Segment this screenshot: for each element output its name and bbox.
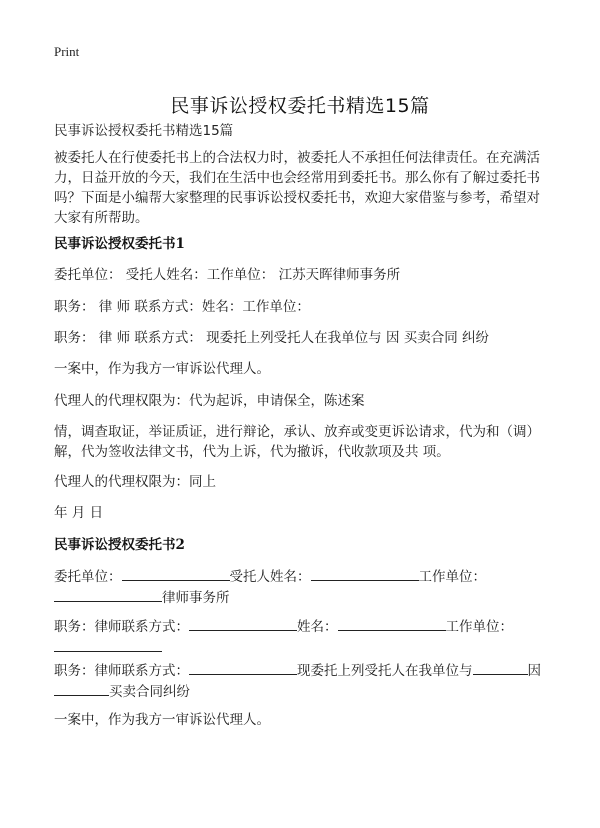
section-1-date: 年 月 日 <box>54 505 104 521</box>
law-firm-suffix: 律师事务所 <box>162 590 230 606</box>
section-1-line-5: 代理人的代理权限为：代为起诉，申请保全，陈述案 <box>54 393 365 409</box>
document-subtitle: 民事诉讼授权委托书精选15篇 <box>54 123 234 139</box>
label-name: 姓名： <box>297 619 338 635</box>
section-2-heading: 民事诉讼授权委托书2 <box>54 537 185 553</box>
blank-name[interactable] <box>338 616 446 631</box>
print-link[interactable]: Print <box>54 44 80 59</box>
blank-counterparty[interactable] <box>473 660 528 675</box>
section-1-line-4: 一案中，作为我方一审诉讼代理人。 <box>54 361 270 377</box>
intro-paragraph: 被委托人在行使委托书上的合法权力时，被委托人不承担任何法律责任。在充满活力，日益开放的今天，我们在生活中也会经常用到委托书。那么你有了解过委托书吗？下面是小编帮大家整理的民事诉讼授权委托书，欢迎大家借鉴与参考，希望对大家有所帮助。 <box>54 150 540 226</box>
dispute-type: 买卖合同纠纷 <box>109 684 190 700</box>
section-2-line-4: 一案中，作为我方一审诉讼代理人。 <box>54 712 270 728</box>
section-1-line-3: 职务： 律 师 联系方式： 现委托上列受托人在我单位与 因 买卖合同 纠纷 <box>54 330 490 346</box>
section-1-heading: 民事诉讼授权委托书1 <box>54 236 185 252</box>
blank-agent-name[interactable] <box>311 566 419 581</box>
label-entrusting-unit: 委托单位： <box>54 569 122 585</box>
section-2-line-2 <box>54 616 550 658</box>
label-agent-name: 受托人姓名： <box>229 569 311 585</box>
label-because: 因 <box>527 663 541 679</box>
blank-entrusting-unit[interactable] <box>122 566 230 581</box>
section-1-line-7: 代理人的代理权限为：同上 <box>54 474 216 490</box>
blank-reason[interactable] <box>54 681 109 696</box>
blank-law-firm[interactable] <box>54 587 162 602</box>
blank-work-unit-2[interactable] <box>54 637 162 652</box>
section-1-line-1: 委托单位： 受托人姓名：工作单位： 江苏天晖律师事务所 <box>54 267 401 283</box>
section-1-line-2: 职务： 律 师 联系方式：姓名：工作单位： <box>54 299 310 315</box>
blank-contact[interactable] <box>189 616 297 631</box>
label-entrust-statement: 现委托上列受托人在我单位与 <box>297 663 473 679</box>
blank-contact-2[interactable] <box>189 660 297 675</box>
section-2-line-3 <box>54 660 550 702</box>
label-position-contact: 职务：律师联系方式： <box>54 619 189 635</box>
label-position-contact-2: 职务：律师联系方式： <box>54 663 189 679</box>
section-1-line-6: 情，调查取证，举证质证，进行辩论，承认、放弃或变更诉讼请求，代为和（调）解，代为签收法律文书，代为上诉，代为撤诉，代收款项及共 项。 <box>54 424 540 460</box>
label-work-unit-2: 工作单位： <box>445 619 513 635</box>
label-work-unit: 工作单位： <box>418 569 486 585</box>
section-2-line-1 <box>54 566 550 608</box>
document-title: 民事诉讼授权委托书精选15篇 <box>170 94 430 117</box>
